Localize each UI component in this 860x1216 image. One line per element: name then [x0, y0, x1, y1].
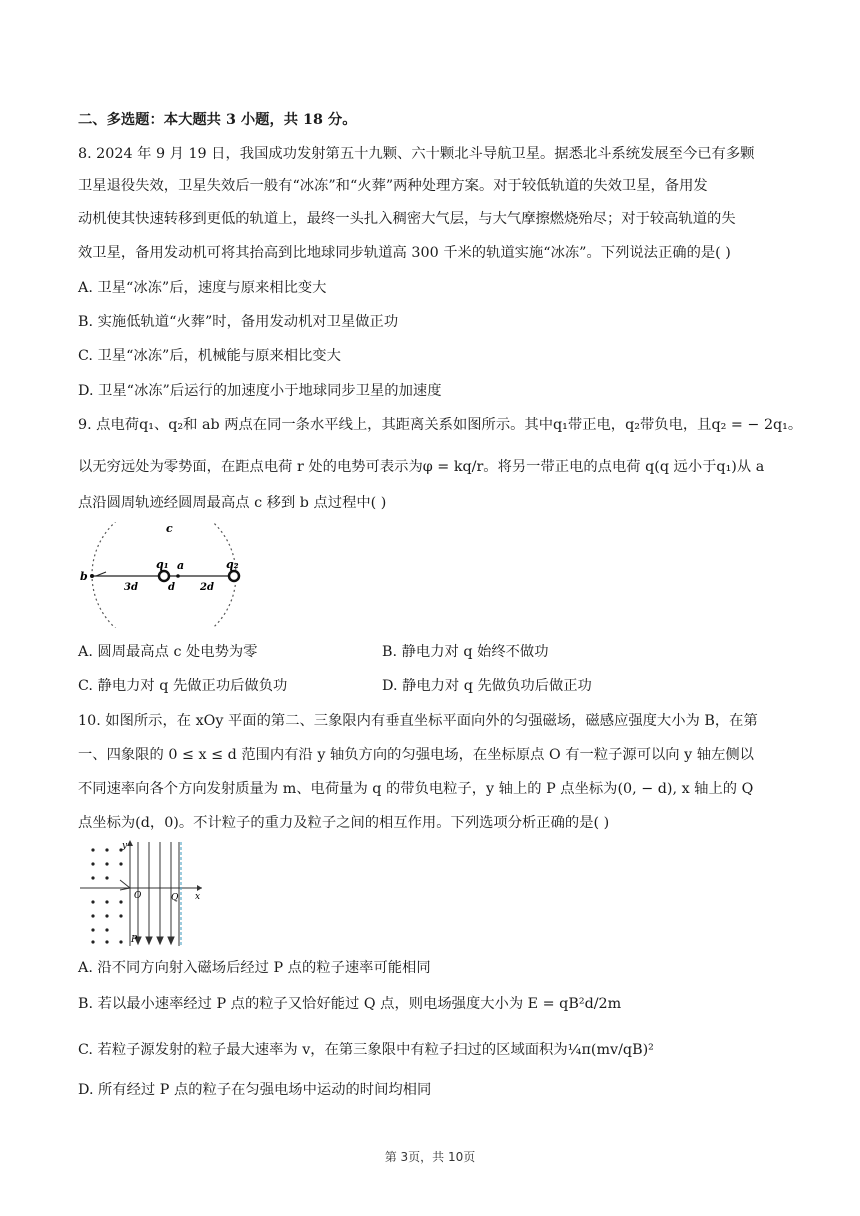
q9-line-1: 9. 点电荷q₁、q₂和 ab 两点在同一条水平线上，其距离关系如图所示。其中q₁带正电，q₂带负电，且q₂ = − 2q₁。 [78, 417, 803, 433]
q10-line-2: 一、四象限的 0 ≤ x ≤ d 范围内有沿 y 轴负方向的匀强电场，在坐标原点 O 有一粒子源可以向 y 轴左侧以 [78, 747, 754, 763]
q9-line-2: 以无穷远处为零势面，在距点电荷 r 处的电势可表示为φ = kq/r。将另一带正电的点电荷 q(q 远小于q₁)从 a [78, 459, 765, 475]
q8-line-2: 卫星退役失效，卫星失效后一般有“冰冻”和“火葬”两种处理方案。对于较低轨道的失效卫星，备用发 [78, 178, 708, 194]
q10-line-4: 点坐标为(d，0)。不计粒子的重力及粒子之间的相互作用。下列选项分析正确的是( ) [78, 815, 610, 831]
q9-option-d: D. 静电力对 q 先做负功后做正功 [382, 678, 592, 694]
q9-option-a: A. 圆周最高点 c 处电势为零 [78, 644, 258, 660]
q10-option-c: C. 若粒子源发射的粒子最大速率为 v，在第三象限中有粒子扫过的区域面积为¼π(mv/qB)² [78, 1042, 654, 1058]
q9-option-c: C. 静电力对 q 先做正功后做负功 [78, 678, 288, 694]
q10-line-1: 10. 如图所示，在 xOy 平面的第二、三象限内有垂直坐标平面向外的匀强磁场，磁感应强度大小为 B，在第 [78, 713, 758, 729]
q8-line-4: 效卫星，备用发动机可将其抬高到比地球同步轨道高 300 千米的轨道实施“冰冻”。下列说法正确的是( ) [78, 245, 731, 261]
label-q1: q₁ [156, 558, 169, 571]
label-q2: q₂ [226, 558, 239, 571]
q10-option-b: B. 若以最小速率经过 P 点的粒子又恰好能过 Q 点，则电场强度大小为 E = qB²d/2m [78, 996, 622, 1012]
q8-option-c: C. 卫星“冰冻”后，机械能与原来相比变大 [78, 348, 341, 364]
q8-option-a: A. 卫星“冰冻”后，速度与原来相比变大 [78, 280, 327, 296]
label-p-point: P [131, 935, 138, 945]
q10-option-a: A. 沿不同方向射入磁场后经过 P 点的粒子速率可能相同 [78, 960, 431, 976]
q8-line-3: 动机使其快速转移到更低的轨道上，最终一头扎入稠密大气层，与大气摩擦燃烧殆尽；对于较高轨道的失 [78, 211, 736, 227]
label-a: a [177, 559, 185, 572]
label-q-point: Q [171, 893, 179, 903]
page-footer: 第 3页，共 10页 [384, 1150, 476, 1164]
q10-line-3: 不同速率向各个方向发射质量为 m、电荷量为 q 的带负电粒子，y 轴上的 P 点坐标为(0, − d), x 轴上的 Q [78, 781, 754, 797]
label-3d: 3d [124, 582, 138, 593]
label-c: c [166, 522, 173, 535]
y-axis-arrow [127, 840, 133, 846]
label-origin: O [134, 891, 142, 901]
charge-q2-icon [229, 571, 239, 581]
charge-q1-icon [159, 571, 169, 581]
magnetic-field-dots [91, 848, 122, 943]
q8-option-b: B. 实施低轨道“火葬”时，备用发动机对卫星做正功 [78, 314, 399, 330]
x-axis-arrow [197, 885, 202, 891]
q10-option-d: D. 所有经过 P 点的粒子在匀强电场中运动的时间均相同 [78, 1082, 432, 1098]
q9-line-3: 点沿圆周轨迹经圆周最高点 c 移到 b 点过程中( ) [78, 495, 387, 511]
label-y: y [122, 841, 128, 851]
point-b-dot [90, 574, 94, 578]
q10-figure [78, 838, 208, 948]
section-title: 二、多选题：本大题共 3 小题，共 18 分。 [78, 112, 357, 128]
label-d: d [168, 582, 175, 593]
label-2d: 2d [200, 582, 214, 593]
label-b: b [80, 570, 88, 583]
q8-line-1: 8. 2024 年 9 月 19 日，我国成功发射第五十九颗、六十颗北斗导航卫星。据悉北斗系统发展至今已有多颗 [78, 146, 755, 162]
q9-figure [78, 522, 268, 628]
q9-option-b: B. 静电力对 q 始终不做功 [382, 644, 549, 660]
point-a-dot [176, 574, 180, 578]
label-x: x [195, 892, 201, 902]
q8-option-d: D. 卫星“冰冻”后运行的加速度小于地球同步卫星的加速度 [78, 383, 442, 399]
